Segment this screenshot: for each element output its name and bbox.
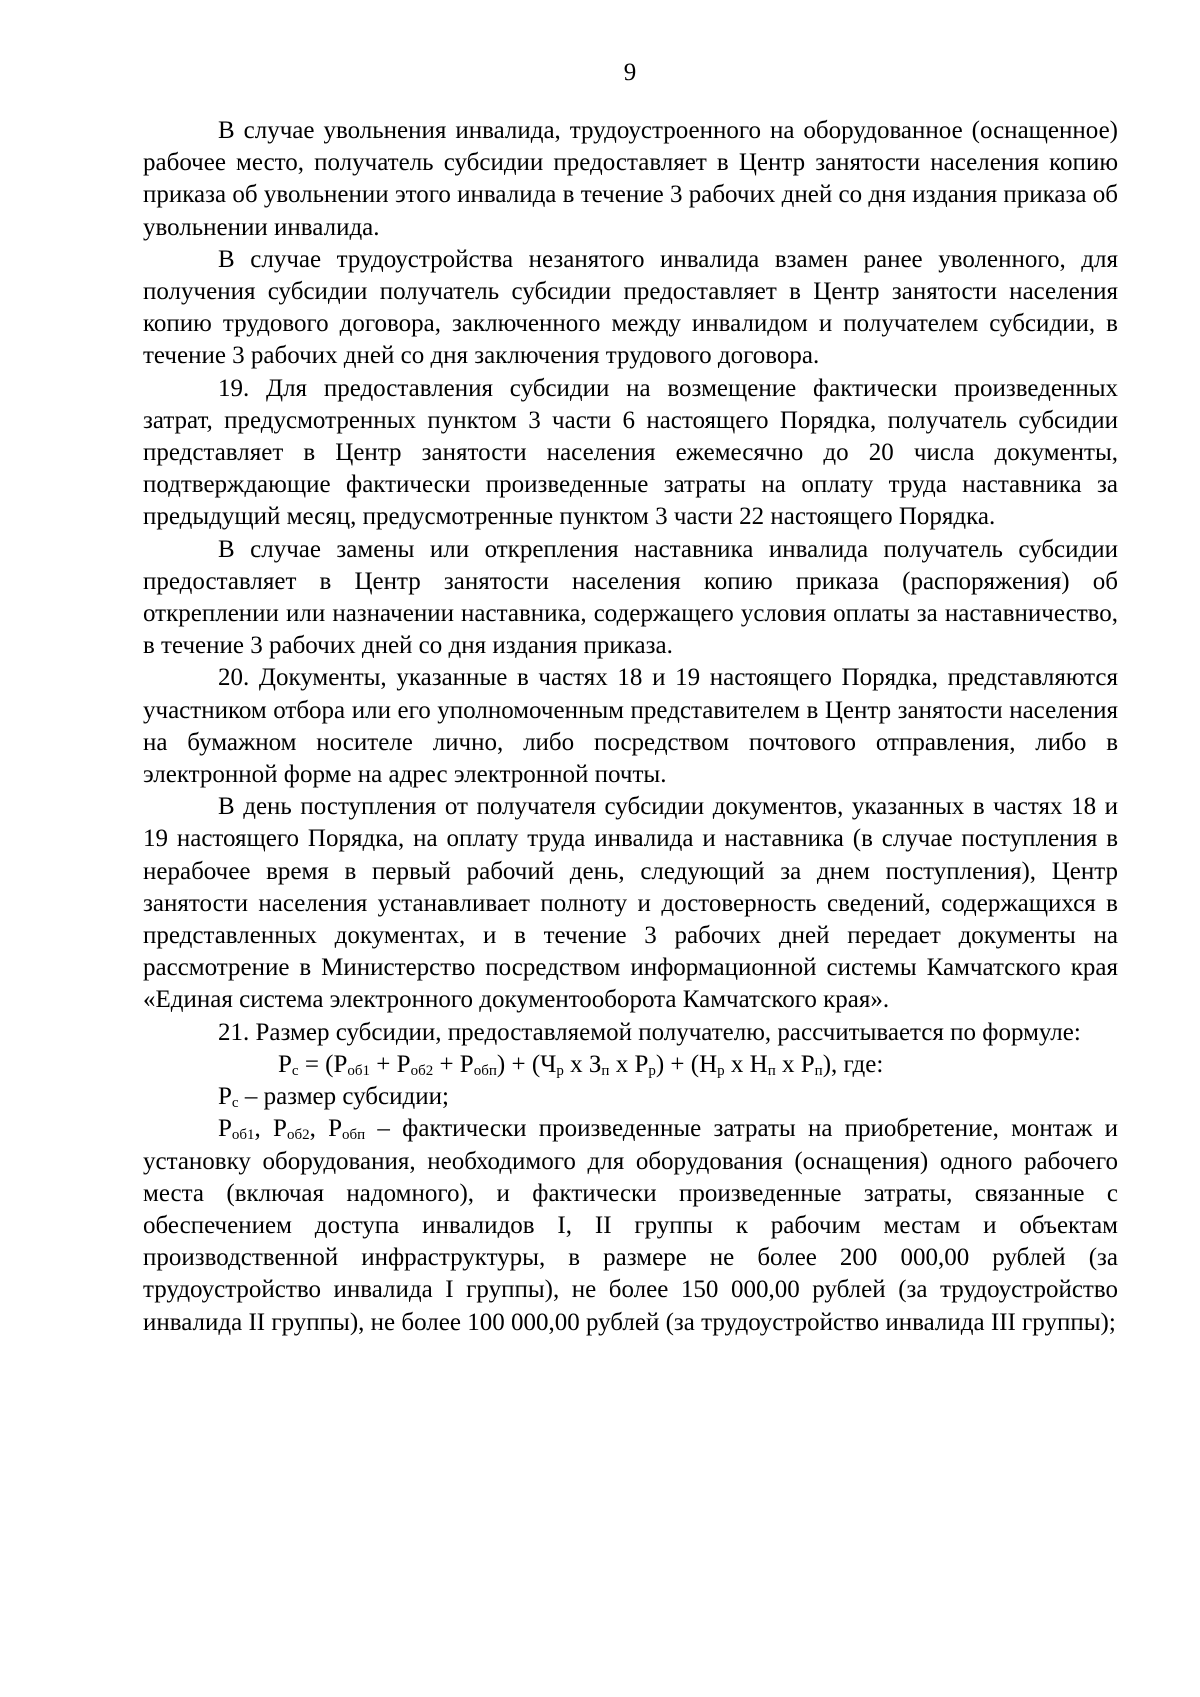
page-number: 9 — [623, 59, 637, 86]
paragraph-item-21: 21. Размер субсидии, предоставляемой получателю, рассчитывается по формуле: — [218, 1018, 1081, 1046]
subsidy-formula: $Р_с = (Р_{об1} + Р_{об2} + Р_{обп}) + (Ч_р$ х $З_п$ х $Р_р) + (Н_р$ х $Н_п$ х $Р_п$), где: — [278, 1050, 884, 1079]
definition-equipment-costs: $Р_{об1}$, $Р_{об2}$, $Р_{обп}$ – фактически произведенные затраты на приобретение, монтаж и установку оборудования, необходимого для оборудования (оснащения) одного рабочего места (включая надомного), и фактически произведенные затраты, связанные с обеспечением доступа инвалидов I, II группы к рабочим местам и объектам производственной инфраструктуры, в размере не более 200 000,00 рублей (за трудоустройство инвалида I группы), не более 150 000,00 рублей (за трудоустройство инвалида II группы), не более 100 000,00 рублей (за трудоустройство инвалида III группы); — [143, 1115, 1119, 1336]
document-body — [143, 115, 1118, 1339]
definition-subsidy-size: $Р_с$ – размер субсидии; — [218, 1083, 449, 1112]
paragraph-replacement-hire: В случае трудоустройства незанятого инвалида взамен ранее уволенного, для получения субсидии получатель субсидии предоставляет в Центр занятости населения копию трудового договора, заключенного между инвалидом и получателем субсидии, в течение 3 рабочих дней со дня заключения трудового договора. — [143, 245, 1118, 370]
paragraph-document-receipt: В день поступления от получателя субсидии документов, указанных в частях 18 и 19 настоящего Порядка, на оплату труда инвалида и наставника (в случае поступления в нерабочее время в первый рабочий день, следующий за днем поступления), Центр занятости населения устанавливает полноту и достоверность сведений, содержащихся в представленных документах, и в течение 3 рабочих дней передает документы на рассмотрение в Министерство посредством информационной системы Камчатского края «Единая система электронного документооборота Камчатского края». — [143, 793, 1118, 1014]
paragraph-dismissal: В случае увольнения инвалида, трудоустроенного на оборудованное (оснащенное) рабочее место, получатель субсидии предоставляет в Центр занятости населения копию приказа об увольнении этого инвалида в течение 3 рабочих дней со дня издания приказа об увольнении инвалида. — [143, 117, 1118, 241]
paragraph-item-20: 20. Документы, указанные в частях 18 и 19 настоящего Порядка, представляются участником отбора или его уполномоченным представителем в Центр занятости населения на бумажном носителе лично, либо посредством почтового отправления, либо в электронной форме на адрес электронной почты. — [143, 664, 1118, 789]
paragraph-mentor-change: В случае замены или открепления наставника инвалида получатель субсидии предоставляет в Центр занятости населения копию приказа (распоряжения) об откреплении или назначении наставника, содержащего условия оплаты за наставничество, в течение 3 рабочих дней со дня издания приказа. — [143, 535, 1118, 660]
paragraph-item-19: 19. Для предоставления субсидии на возмещение фактически произведенных затрат, предусмотренных пунктом 3 части 6 настоящего Порядка, получатель субсидии представляет в Центр занятости населения ежемесячно до 20 числа документы, подтверждающие фактически произведенные затраты на оплату труда наставника за предыдущий месяц, предусмотренные пунктом 3 части 22 настоящего Порядка. — [143, 374, 1118, 531]
